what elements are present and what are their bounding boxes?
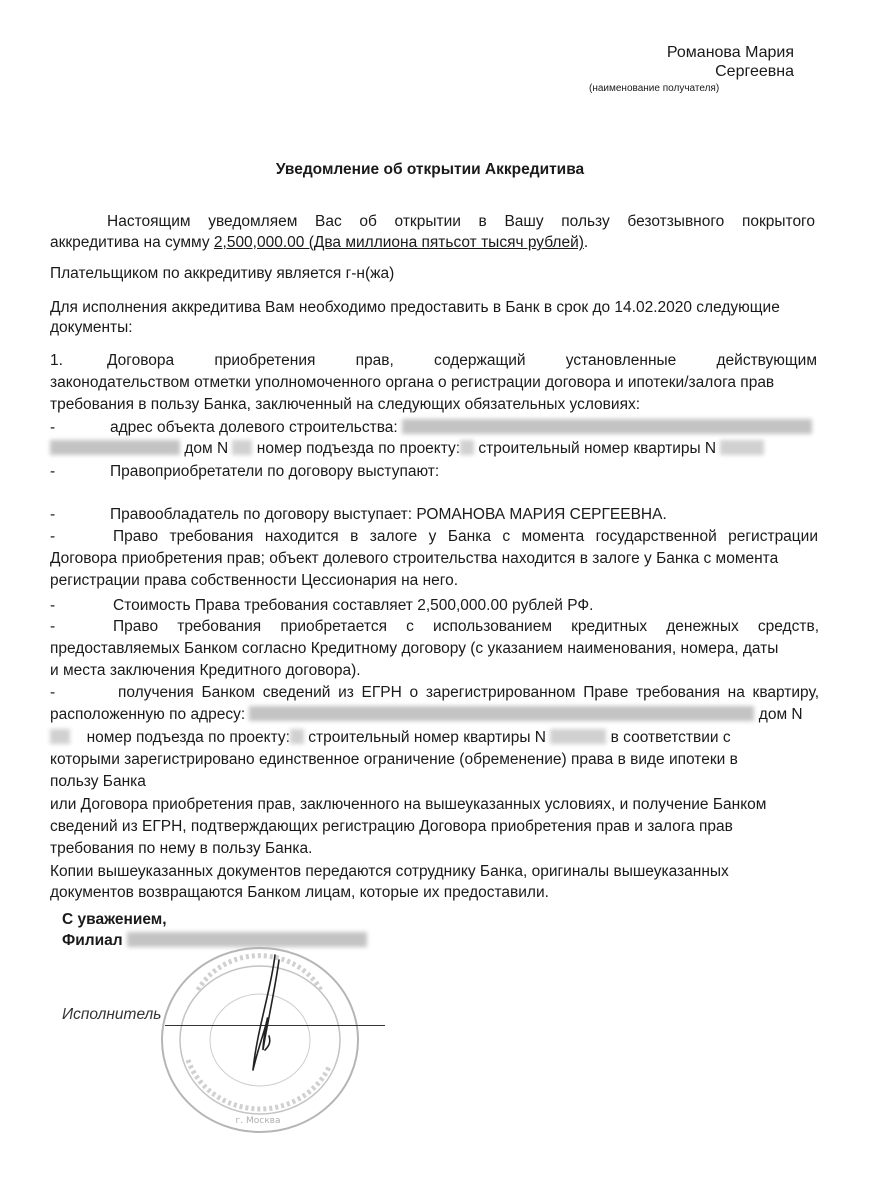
recipient-line2: Сергеевна (715, 63, 794, 80)
stamp-city: г. Москва (235, 1116, 281, 1126)
docs-intro-line2: документы: (50, 319, 133, 336)
intro-prefix: аккредитива на сумму (50, 234, 214, 251)
copies-line2: документов возвращаются Банком лицам, которые их предоставили. (50, 884, 549, 901)
egrn-line3 (50, 728, 731, 747)
redacted-apartment (720, 440, 764, 455)
recipient-caption: (наименование получателя) (589, 83, 720, 94)
egrn-accordance: в соответствии с (610, 729, 731, 746)
egrn-line4: которыми зарегистрировано единственное ограничение (обременение) права в виде ипотеки в (50, 751, 738, 768)
recipient-name (667, 43, 794, 81)
docs-intro-line1: Для исполнения аккредитива Вам необходимо предоставить в Банк в срок до 14.02.2020 следующие (50, 299, 780, 316)
address-house: дом N (184, 440, 229, 457)
recipient-line1: Романова Мария (666, 44, 794, 61)
cost-line: Стоимость Права требования составляет 2,500,000.00 рублей РФ. (113, 597, 594, 614)
redacted-street (50, 440, 180, 455)
credit-amount: 2,500,000.00 (Два миллиона пятьсот тысяч рублей) (213, 234, 584, 251)
redacted-egrn-house (50, 729, 70, 744)
egrn-line5: пользу Банка (50, 773, 146, 790)
acquirers-dash: - (50, 463, 56, 480)
pledge-dash: - (50, 528, 56, 545)
redacted-entrance (460, 440, 474, 455)
or-contract-line2: сведений из ЕГРН, подтверждающих регистрацию Договора приобретения прав и залога прав (50, 818, 733, 835)
acquired-dash: - (50, 618, 56, 635)
redacted-egrn-apartment (550, 729, 606, 744)
redacted-egrn-entrance (290, 729, 304, 744)
egrn-apartment: строительный номер квартиры N (308, 729, 546, 746)
document-title: Уведомление об открытии Аккредитива (275, 161, 585, 178)
address-label: адрес объекта долевого строительства: (110, 419, 398, 436)
intro-suffix: . (583, 234, 589, 251)
cost-dash: - (50, 597, 56, 614)
redacted-address (402, 419, 812, 434)
acquirers-line: Правоприобретатели по договору выступают: (110, 463, 440, 480)
intro-line1: Настоящим уведомляем Вас об открытии в Вашу пользу безотзывного покрытого (107, 213, 815, 230)
item1-number: 1. (50, 352, 63, 369)
egrn-dash: - (50, 684, 56, 701)
holder-line: Правообладатель по договору выступает: РОМАНОВА МАРИЯ СЕРГЕЕВНА. (110, 506, 667, 523)
address-line1 (110, 418, 812, 437)
pledge-line2: Договора приобретения прав; объект долевого строительства находится в залоге у Банка с момента (50, 550, 779, 567)
acquired-line1: Право требования приобретается с использованием кредитных денежных средств, (113, 618, 819, 635)
branch-label: Филиал (62, 932, 123, 949)
or-contract-line3: требования по нему в пользу Банка. (50, 840, 313, 857)
or-contract-line1: или Договора приобретения прав, заключенного на вышеуказанных условиях, и получение Банком (50, 796, 767, 813)
acquired-line3: и места заключения Кредитного договора). (50, 662, 361, 679)
address-line2 (50, 439, 764, 458)
item1-line1: Договора приобретения прав, содержащий установленные действующим (107, 352, 817, 369)
egrn-line2 (50, 705, 803, 724)
payer-line: Плательщиком по аккредитиву является г-н(жа) (50, 265, 395, 282)
item1-line3: требования в пользу Банка, заключенный на следующих обязательных условиях: (50, 396, 641, 413)
redacted-egrn-address (249, 706, 754, 721)
address-dash: - (50, 419, 56, 436)
holder-dash: - (50, 506, 56, 523)
address-entrance: номер подъезда по проекту: (256, 440, 461, 457)
pledge-line1: Право требования находится в залоге у Банка с момента государственной регистрации (113, 528, 818, 545)
egrn-address-label: расположенную по адресу: (50, 706, 246, 723)
egrn-line1: получения Банком сведений из ЕГРН о зарегистрированном Праве требования на квартиру, (118, 684, 819, 701)
item1-line2: законодательством отметки уполномоченного органа о регистрации договора и ипотеки/залога прав (50, 374, 775, 391)
copies-line1: Копии вышеуказанных документов передаются сотруднику Банка, оригиналы вышеуказанных (50, 863, 729, 880)
egrn-house: дом N (758, 706, 803, 723)
redacted-house (232, 440, 252, 455)
address-apartment: строительный номер квартиры N (478, 440, 717, 457)
pledge-line3: регистрации права собственности Цессионария на него. (50, 572, 459, 589)
intro-line2 (50, 233, 588, 252)
acquired-line2: предоставляемых Банком согласно Кредитному договору (с указанием наименования, номера, даты (50, 640, 779, 657)
closing-regards: С уважением, (62, 911, 167, 928)
signature (235, 950, 305, 1080)
egrn-entrance: номер подъезда по проекту: (86, 729, 290, 746)
executor-label: Исполнитель (62, 1006, 162, 1023)
